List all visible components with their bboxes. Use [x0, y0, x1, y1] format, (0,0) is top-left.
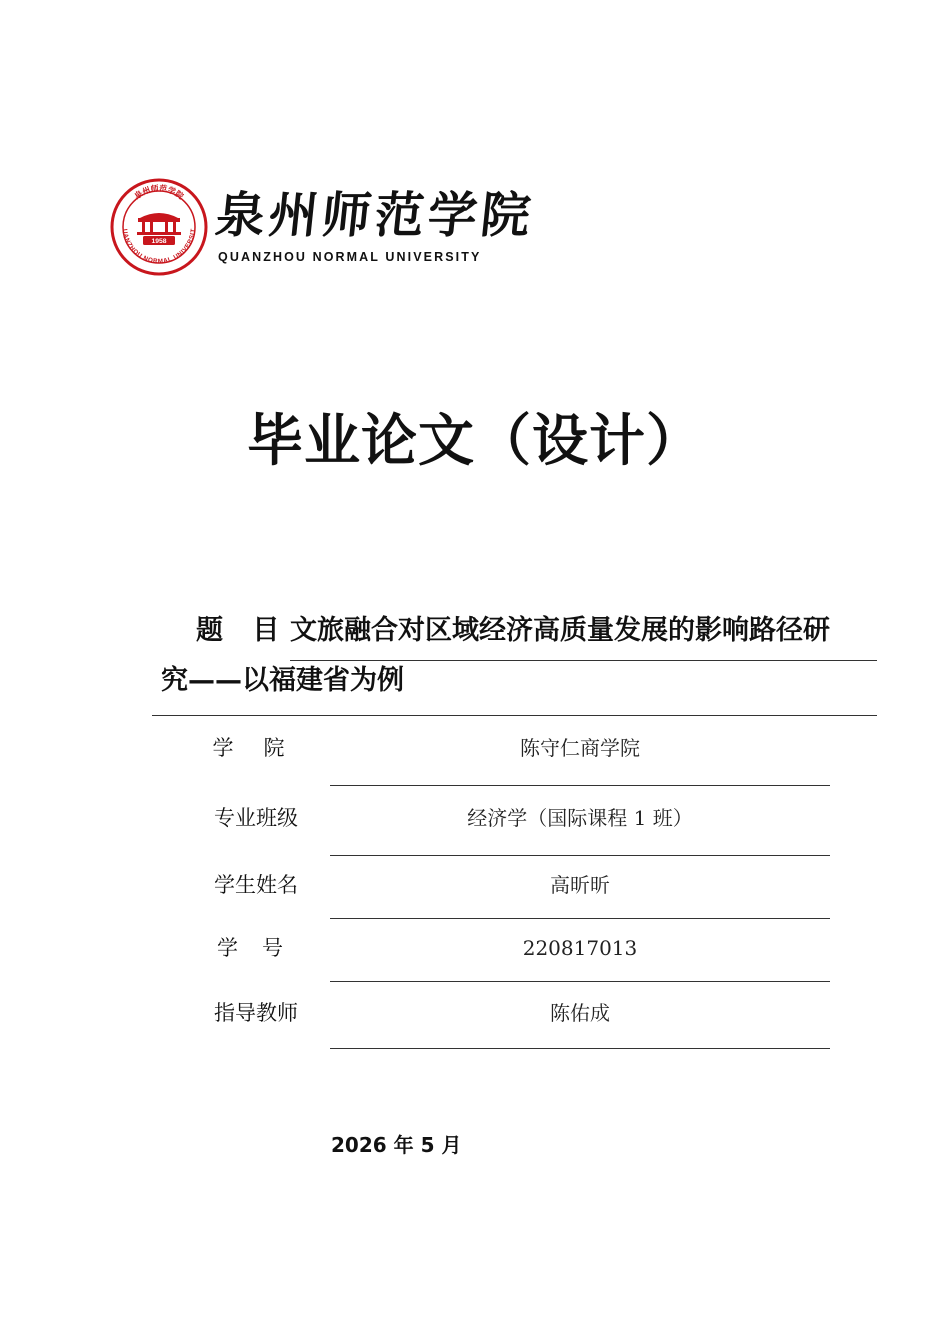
advisor-label: 指导教师	[214, 1001, 298, 1025]
topic-label: 题 目	[196, 615, 290, 646]
college-value: 陈守仁商学院	[520, 736, 640, 760]
seal-year: 1958	[151, 238, 167, 246]
university-name-cn: 泉州师范学院	[212, 186, 538, 244]
topic-underline-2	[152, 715, 877, 716]
topic-underline-1	[290, 660, 877, 661]
document-title: 毕业论文（设计）	[247, 409, 703, 474]
seal-icon	[110, 178, 208, 276]
student-id-value: 220817013	[522, 936, 638, 960]
major-class-value: 经济学（国际课程 1 班）	[467, 806, 693, 830]
topic-text-line2: 究——以福建省为例	[161, 665, 404, 696]
student-name-value: 高昕昕	[550, 873, 610, 897]
university-seal	[110, 178, 208, 276]
seal-ring-text: UANZHOU NORMAL UNIVERSIT	[120, 228, 198, 266]
college-underline	[330, 785, 830, 786]
college-label: 学院	[212, 736, 315, 760]
seal-top-text: 泉州师范学院	[132, 182, 186, 202]
student-id-label: 学号	[217, 936, 307, 960]
student-id-underline	[330, 981, 830, 982]
major-class-label: 专业班级	[214, 806, 298, 830]
advisor-value: 陈佑成	[550, 1001, 610, 1025]
university-name-en: QUANZHOU NORMAL UNIVERSITY	[218, 250, 482, 264]
major-class-underline	[330, 855, 830, 856]
advisor-underline	[330, 1048, 830, 1049]
topic-text-line1: 文旅融合对区域经济高质量发展的影响路径研	[290, 615, 830, 646]
submission-date: 2026 年 5 月	[331, 1133, 462, 1157]
student-name-label: 学生姓名	[214, 873, 298, 897]
student-name-underline	[330, 918, 830, 919]
